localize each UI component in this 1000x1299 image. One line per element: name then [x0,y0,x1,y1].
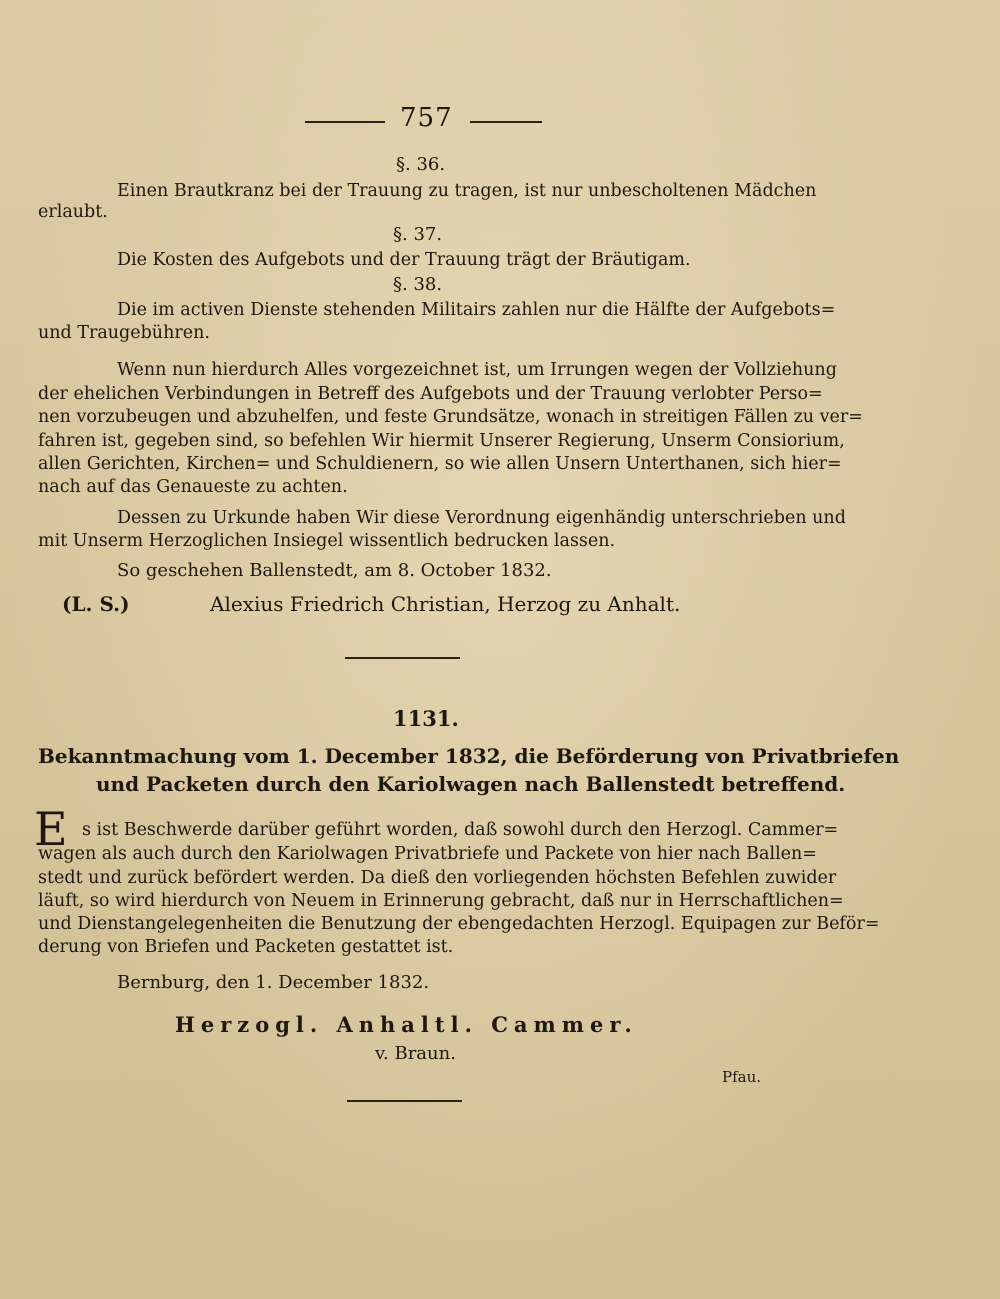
section-separator [345,657,460,659]
section-37-heading: §. 37. [393,224,443,245]
closing-line-6: nach auf das Genaueste zu achten. [38,477,348,497]
attestation-line-1: Dessen zu Urkunde haben Wir diese Verordnung eigenhändig unterschrieben und [117,508,846,528]
closing-line-3: nen vorzubeugen und abzuhelfen, und feste Grundsätze, wonach in streitigen Fällen zu ver= [38,407,863,427]
section-36-heading: §. 36. [396,154,446,175]
notice-body-line-2: wagen als auch durch den Kariolwagen Privatbriefe und Packete von hier nach Ballen= [38,844,817,864]
signatory: v. Braun. [375,1043,456,1064]
ducal-signature: Alexius Friedrich Christian, Herzog zu Anhalt. [210,592,681,616]
closing-rule [347,1100,462,1102]
notice-body-line-3: stedt und zurück befördert werden. Da dieß den vorliegenden höchsten Befehlen zuwider [38,868,837,888]
notice-title-line-2: und Packeten durch den Kariolwagen nach Ballenstedt betreffend. [96,772,846,796]
section-37-line-1: Die Kosten des Aufgebots und der Trauung trägt der Bräutigam. [117,250,691,270]
drop-cap: E [34,802,68,856]
notice-body-line-1: s ist Beschwerde darüber geführt worden, daß sowohl durch den Herzogl. Cammer= [82,820,839,840]
attestation-line-2: mit Unserm Herzoglichen Insiegel wissentlich bedrucken lassen. [38,531,616,551]
issuing-authority: Herzogl. Anhaltl. Cammer. [175,1012,638,1037]
closing-line-2: der ehelichen Verbindungen in Betreff des Aufgebots und der Trauung verlobter Perso= [38,384,823,404]
clerk-signature: Pfau. [722,1068,762,1086]
notice-title-line-1: Bekanntmachung vom 1. December 1832, die Beförderung von Privatbriefen [38,744,900,768]
section-36-line-1: Einen Brautkranz bei der Trauung zu tragen, ist nur unbescholtenen Mädchen [117,181,817,201]
closing-line-1: Wenn nun hierdurch Alles vorgezeichnet ist, um Irrungen wegen der Vollziehung [117,360,837,380]
section-38-line-1: Die im activen Dienste stehenden Militairs zahlen nur die Hälfte der Aufgebots= [117,300,836,320]
notice-body-line-4: läuft, so wird hierdurch von Neuem in Erinnerung gebracht, daß nur in Herrschaftlichen= [38,891,844,911]
header-rule-left [305,121,385,123]
header-rule-right [470,121,542,123]
notice-number: 1131. [393,706,459,731]
seal-mark: (L. S.) [62,592,130,616]
closing-line-5: allen Gerichten, Kirchen= und Schuldienern, so wie allen Unsern Unterthanen, sich hier= [38,454,842,474]
closing-line-4: fahren ist, gegeben sind, so befehlen Wir hiermit Unserer Regierung, Unserm Consiorium, [38,431,845,451]
section-38-line-2: und Traugebühren. [38,323,210,343]
notice-body-line-6: derung von Briefen und Packeten gestattet ist. [38,937,454,957]
notice-body-line-5: und Dienstangelegenheiten die Benutzung der ebengedachten Herzogl. Equipagen zur Beför= [38,914,880,934]
page-number: 757 [400,103,453,133]
dateline: So geschehen Ballenstedt, am 8. October 1832. [117,560,552,581]
section-38-heading: §. 38. [393,274,443,295]
notice-dateline: Bernburg, den 1. December 1832. [117,972,430,993]
section-36-line-2: erlaubt. [38,202,108,222]
